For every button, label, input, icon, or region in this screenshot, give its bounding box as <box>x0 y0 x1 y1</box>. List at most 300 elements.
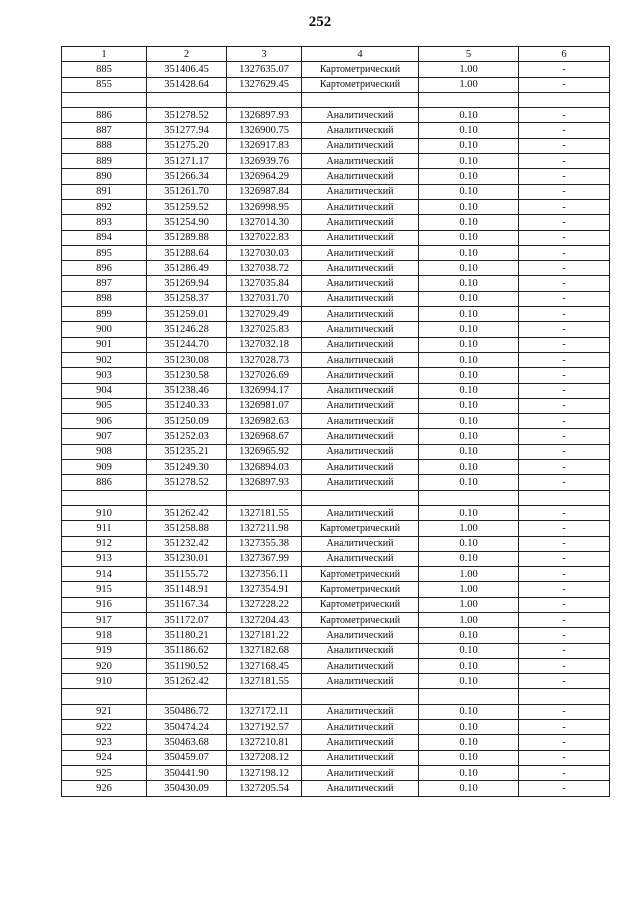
accuracy-cell: 0.10 <box>419 337 519 352</box>
x-coordinate-cell: 351186.62 <box>147 643 227 658</box>
method-cell: Аналитический <box>302 184 419 199</box>
table-row <box>62 628 610 643</box>
x-coordinate-cell: 351155.72 <box>147 567 227 582</box>
y-coordinate-cell: 1327028.73 <box>227 352 302 367</box>
note-cell: - <box>519 184 610 199</box>
accuracy-cell: 0.10 <box>419 383 519 398</box>
accuracy-cell: 0.10 <box>419 154 519 169</box>
method-cell: Аналитический <box>302 322 419 337</box>
note-cell: - <box>519 658 610 673</box>
method-cell: Аналитический <box>302 169 419 184</box>
y-coordinate-cell: 1327181.55 <box>227 674 302 689</box>
note-cell: - <box>519 138 610 153</box>
point-number-cell: 916 <box>62 597 147 612</box>
y-coordinate-cell: 1327032.18 <box>227 337 302 352</box>
accuracy-cell: 0.10 <box>419 674 519 689</box>
note-cell <box>519 490 610 505</box>
y-coordinate-cell: 1326897.93 <box>227 108 302 123</box>
point-number-cell: 926 <box>62 781 147 796</box>
accuracy-cell: 1.00 <box>419 62 519 77</box>
y-coordinate-cell <box>227 689 302 704</box>
method-cell: Аналитический <box>302 337 419 352</box>
x-coordinate-cell: 351258.88 <box>147 521 227 536</box>
x-coordinate-cell <box>147 92 227 107</box>
note-cell <box>519 689 610 704</box>
table-row <box>62 92 610 107</box>
point-number-cell: 892 <box>62 199 147 214</box>
point-number-cell: 887 <box>62 123 147 138</box>
x-coordinate-cell: 351278.52 <box>147 475 227 490</box>
note-cell: - <box>519 383 610 398</box>
note-cell: - <box>519 368 610 383</box>
x-coordinate-cell: 351250.09 <box>147 414 227 429</box>
y-coordinate-cell: 1327367.99 <box>227 551 302 566</box>
accuracy-cell: 0.10 <box>419 750 519 765</box>
table-row <box>62 567 610 582</box>
method-cell: Аналитический <box>302 628 419 643</box>
note-cell: - <box>519 444 610 459</box>
table-row <box>62 77 610 92</box>
table-header-row <box>62 47 610 62</box>
accuracy-cell: 1.00 <box>419 567 519 582</box>
x-coordinate-cell: 351230.01 <box>147 551 227 566</box>
method-cell: Аналитический <box>302 551 419 566</box>
x-coordinate-cell: 351258.37 <box>147 291 227 306</box>
method-cell: Картометрический <box>302 567 419 582</box>
accuracy-cell <box>419 92 519 107</box>
table-row <box>62 414 610 429</box>
y-coordinate-cell: 1327022.83 <box>227 230 302 245</box>
y-coordinate-cell: 1327014.30 <box>227 215 302 230</box>
table-row <box>62 108 610 123</box>
accuracy-cell: 0.10 <box>419 108 519 123</box>
accuracy-cell: 0.10 <box>419 460 519 475</box>
note-cell: - <box>519 123 610 138</box>
y-coordinate-cell: 1326968.67 <box>227 429 302 444</box>
accuracy-cell: 0.10 <box>419 184 519 199</box>
table-row <box>62 352 610 367</box>
method-cell <box>302 92 419 107</box>
table-row <box>62 230 610 245</box>
note-cell: - <box>519 536 610 551</box>
x-coordinate-cell: 351180.21 <box>147 628 227 643</box>
point-number-cell <box>62 689 147 704</box>
y-coordinate-cell: 1327204.43 <box>227 612 302 627</box>
table-row <box>62 291 610 306</box>
note-cell: - <box>519 62 610 77</box>
x-coordinate-cell: 351240.33 <box>147 398 227 413</box>
note-cell: - <box>519 597 610 612</box>
table-row <box>62 62 610 77</box>
x-coordinate-cell: 350459.07 <box>147 750 227 765</box>
method-cell: Аналитический <box>302 658 419 673</box>
column-header: 5 <box>419 47 519 62</box>
y-coordinate-cell: 1326982.63 <box>227 414 302 429</box>
method-cell: Аналитический <box>302 720 419 735</box>
y-coordinate-cell: 1327035.84 <box>227 276 302 291</box>
point-number-cell: 894 <box>62 230 147 245</box>
point-number-cell: 855 <box>62 77 147 92</box>
x-coordinate-cell: 351172.07 <box>147 612 227 627</box>
table-row <box>62 735 610 750</box>
table-body <box>62 62 610 796</box>
y-coordinate-cell: 1327211.98 <box>227 521 302 536</box>
point-number-cell: 897 <box>62 276 147 291</box>
x-coordinate-cell: 351277.94 <box>147 123 227 138</box>
accuracy-cell: 0.10 <box>419 352 519 367</box>
table-row <box>62 429 610 444</box>
x-coordinate-cell: 351249.30 <box>147 460 227 475</box>
y-coordinate-cell: 1326917.83 <box>227 138 302 153</box>
y-coordinate-cell: 1327030.03 <box>227 245 302 260</box>
table-row <box>62 536 610 551</box>
x-coordinate-cell: 350441.90 <box>147 765 227 780</box>
table-row <box>62 276 610 291</box>
method-cell: Картометрический <box>302 62 419 77</box>
table-row <box>62 215 610 230</box>
note-cell: - <box>519 414 610 429</box>
accuracy-cell: 1.00 <box>419 77 519 92</box>
y-coordinate-cell: 1327168.45 <box>227 658 302 673</box>
point-number-cell: 925 <box>62 765 147 780</box>
accuracy-cell <box>419 689 519 704</box>
note-cell: - <box>519 108 610 123</box>
x-coordinate-cell: 350463.68 <box>147 735 227 750</box>
table-row <box>62 460 610 475</box>
x-coordinate-cell: 351266.34 <box>147 169 227 184</box>
note-cell: - <box>519 199 610 214</box>
accuracy-cell: 0.10 <box>419 261 519 276</box>
table-row <box>62 199 610 214</box>
point-number-cell: 924 <box>62 750 147 765</box>
x-coordinate-cell: 351262.42 <box>147 674 227 689</box>
accuracy-cell: 0.10 <box>419 276 519 291</box>
table-row <box>62 781 610 796</box>
method-cell: Аналитический <box>302 475 419 490</box>
x-coordinate-cell: 351244.70 <box>147 337 227 352</box>
table-row <box>62 704 610 719</box>
x-coordinate-cell: 351262.42 <box>147 505 227 520</box>
accuracy-cell: 0.10 <box>419 307 519 322</box>
accuracy-cell: 1.00 <box>419 521 519 536</box>
note-cell: - <box>519 230 610 245</box>
method-cell: Аналитический <box>302 352 419 367</box>
table-row <box>62 138 610 153</box>
method-cell: Аналитический <box>302 429 419 444</box>
note-cell: - <box>519 276 610 291</box>
x-coordinate-cell: 351259.52 <box>147 199 227 214</box>
x-coordinate-cell <box>147 689 227 704</box>
coordinates-table <box>61 46 610 797</box>
y-coordinate-cell: 1326981.07 <box>227 398 302 413</box>
table-row <box>62 337 610 352</box>
x-coordinate-cell: 351278.52 <box>147 108 227 123</box>
table-row <box>62 123 610 138</box>
x-coordinate-cell: 350474.24 <box>147 720 227 735</box>
table-row <box>62 322 610 337</box>
method-cell: Аналитический <box>302 368 419 383</box>
table-row <box>62 521 610 536</box>
x-coordinate-cell: 351230.08 <box>147 352 227 367</box>
point-number-cell: 923 <box>62 735 147 750</box>
column-header: 6 <box>519 47 610 62</box>
point-number-cell: 911 <box>62 521 147 536</box>
point-number-cell: 917 <box>62 612 147 627</box>
y-coordinate-cell: 1326894.03 <box>227 460 302 475</box>
accuracy-cell: 0.10 <box>419 123 519 138</box>
table-row <box>62 368 610 383</box>
table-row <box>62 444 610 459</box>
point-number-cell: 890 <box>62 169 147 184</box>
y-coordinate-cell: 1327629.45 <box>227 77 302 92</box>
method-cell: Аналитический <box>302 108 419 123</box>
x-coordinate-cell: 351288.64 <box>147 245 227 260</box>
accuracy-cell: 0.10 <box>419 720 519 735</box>
y-coordinate-cell: 1326939.76 <box>227 154 302 169</box>
y-coordinate-cell: 1327210.81 <box>227 735 302 750</box>
accuracy-cell: 0.10 <box>419 475 519 490</box>
accuracy-cell: 0.10 <box>419 444 519 459</box>
y-coordinate-cell: 1327635.07 <box>227 62 302 77</box>
method-cell: Аналитический <box>302 291 419 306</box>
accuracy-cell: 0.10 <box>419 735 519 750</box>
accuracy-cell: 0.10 <box>419 199 519 214</box>
y-coordinate-cell: 1327172.11 <box>227 704 302 719</box>
method-cell: Аналитический <box>302 215 419 230</box>
note-cell: - <box>519 322 610 337</box>
method-cell <box>302 490 419 505</box>
accuracy-cell: 0.10 <box>419 245 519 260</box>
table-row <box>62 245 610 260</box>
note-cell: - <box>519 781 610 796</box>
accuracy-cell: 0.10 <box>419 704 519 719</box>
y-coordinate-cell: 1327198.12 <box>227 765 302 780</box>
y-coordinate-cell: 1327208.12 <box>227 750 302 765</box>
y-coordinate-cell: 1327026.69 <box>227 368 302 383</box>
point-number-cell: 910 <box>62 505 147 520</box>
accuracy-cell: 1.00 <box>419 597 519 612</box>
point-number-cell: 888 <box>62 138 147 153</box>
table-row <box>62 582 610 597</box>
x-coordinate-cell <box>147 490 227 505</box>
method-cell: Аналитический <box>302 245 419 260</box>
x-coordinate-cell: 351261.70 <box>147 184 227 199</box>
point-number-cell: 885 <box>62 62 147 77</box>
note-cell: - <box>519 429 610 444</box>
method-cell: Аналитический <box>302 230 419 245</box>
accuracy-cell: 0.10 <box>419 643 519 658</box>
point-number-cell: 904 <box>62 383 147 398</box>
method-cell: Картометрический <box>302 77 419 92</box>
method-cell: Аналитический <box>302 536 419 551</box>
x-coordinate-cell: 351289.88 <box>147 230 227 245</box>
note-cell: - <box>519 352 610 367</box>
note-cell: - <box>519 643 610 658</box>
point-number-cell: 893 <box>62 215 147 230</box>
note-cell: - <box>519 567 610 582</box>
accuracy-cell: 0.10 <box>419 628 519 643</box>
x-coordinate-cell: 351235.21 <box>147 444 227 459</box>
accuracy-cell: 0.10 <box>419 781 519 796</box>
note-cell: - <box>519 551 610 566</box>
note-cell: - <box>519 77 610 92</box>
point-number-cell: 906 <box>62 414 147 429</box>
table-row <box>62 674 610 689</box>
point-number-cell: 889 <box>62 154 147 169</box>
accuracy-cell: 1.00 <box>419 582 519 597</box>
point-number-cell: 913 <box>62 551 147 566</box>
point-number-cell: 902 <box>62 352 147 367</box>
point-number-cell: 901 <box>62 337 147 352</box>
x-coordinate-cell: 351271.17 <box>147 154 227 169</box>
note-cell: - <box>519 628 610 643</box>
point-number-cell: 908 <box>62 444 147 459</box>
table-row <box>62 398 610 413</box>
column-header: 4 <box>302 47 419 62</box>
y-coordinate-cell: 1326965.92 <box>227 444 302 459</box>
accuracy-cell: 0.10 <box>419 138 519 153</box>
x-coordinate-cell: 351259.01 <box>147 307 227 322</box>
method-cell: Аналитический <box>302 383 419 398</box>
column-header: 2 <box>147 47 227 62</box>
note-cell: - <box>519 398 610 413</box>
method-cell: Аналитический <box>302 643 419 658</box>
table-row <box>62 689 610 704</box>
y-coordinate-cell: 1326964.29 <box>227 169 302 184</box>
accuracy-cell <box>419 490 519 505</box>
y-coordinate-cell: 1327181.22 <box>227 628 302 643</box>
accuracy-cell: 0.10 <box>419 551 519 566</box>
note-cell: - <box>519 521 610 536</box>
note-cell: - <box>519 245 610 260</box>
point-number-cell: 921 <box>62 704 147 719</box>
note-cell: - <box>519 704 610 719</box>
accuracy-cell: 0.10 <box>419 414 519 429</box>
y-coordinate-cell: 1327356.11 <box>227 567 302 582</box>
note-cell: - <box>519 307 610 322</box>
x-coordinate-cell: 351428.64 <box>147 77 227 92</box>
accuracy-cell: 0.10 <box>419 765 519 780</box>
page-number: 252 <box>308 14 332 30</box>
table-row <box>62 475 610 490</box>
x-coordinate-cell: 351269.94 <box>147 276 227 291</box>
method-cell: Аналитический <box>302 505 419 520</box>
accuracy-cell: 0.10 <box>419 398 519 413</box>
point-number-cell: 896 <box>62 261 147 276</box>
point-number-cell: 910 <box>62 674 147 689</box>
note-cell: - <box>519 291 610 306</box>
accuracy-cell: 1.00 <box>419 612 519 627</box>
x-coordinate-cell: 350430.09 <box>147 781 227 796</box>
y-coordinate-cell: 1326998.95 <box>227 199 302 214</box>
table-row <box>62 505 610 520</box>
method-cell: Аналитический <box>302 750 419 765</box>
accuracy-cell: 0.10 <box>419 536 519 551</box>
point-number-cell <box>62 490 147 505</box>
x-coordinate-cell: 351406.45 <box>147 62 227 77</box>
note-cell: - <box>519 337 610 352</box>
y-coordinate-cell: 1327355.38 <box>227 536 302 551</box>
y-coordinate-cell: 1326994.17 <box>227 383 302 398</box>
point-number-cell: 922 <box>62 720 147 735</box>
point-number-cell: 907 <box>62 429 147 444</box>
y-coordinate-cell: 1327031.70 <box>227 291 302 306</box>
method-cell: Аналитический <box>302 199 419 214</box>
point-number-cell <box>62 92 147 107</box>
x-coordinate-cell: 351190.52 <box>147 658 227 673</box>
method-cell: Аналитический <box>302 735 419 750</box>
point-number-cell: 891 <box>62 184 147 199</box>
note-cell: - <box>519 582 610 597</box>
accuracy-cell: 0.10 <box>419 215 519 230</box>
note-cell: - <box>519 505 610 520</box>
y-coordinate-cell: 1327181.55 <box>227 505 302 520</box>
table-row <box>62 658 610 673</box>
x-coordinate-cell: 351148.91 <box>147 582 227 597</box>
point-number-cell: 912 <box>62 536 147 551</box>
note-cell: - <box>519 720 610 735</box>
x-coordinate-cell: 351167.34 <box>147 597 227 612</box>
note-cell: - <box>519 735 610 750</box>
note-cell: - <box>519 765 610 780</box>
table-row <box>62 720 610 735</box>
table-row <box>62 765 610 780</box>
accuracy-cell: 0.10 <box>419 368 519 383</box>
column-header: 1 <box>62 47 147 62</box>
table-row <box>62 169 610 184</box>
point-number-cell: 919 <box>62 643 147 658</box>
y-coordinate-cell: 1327205.54 <box>227 781 302 796</box>
table-row <box>62 307 610 322</box>
y-coordinate-cell: 1326897.93 <box>227 475 302 490</box>
note-cell: - <box>519 674 610 689</box>
table-row <box>62 184 610 199</box>
method-cell: Аналитический <box>302 123 419 138</box>
method-cell: Аналитический <box>302 460 419 475</box>
method-cell: Аналитический <box>302 704 419 719</box>
table-row <box>62 551 610 566</box>
point-number-cell: 915 <box>62 582 147 597</box>
y-coordinate-cell: 1327182.68 <box>227 643 302 658</box>
y-coordinate-cell: 1327192.57 <box>227 720 302 735</box>
x-coordinate-cell: 351252.03 <box>147 429 227 444</box>
note-cell: - <box>519 154 610 169</box>
accuracy-cell: 0.10 <box>419 429 519 444</box>
y-coordinate-cell <box>227 92 302 107</box>
note-cell: - <box>519 460 610 475</box>
y-coordinate-cell: 1327038.72 <box>227 261 302 276</box>
method-cell: Аналитический <box>302 765 419 780</box>
point-number-cell: 895 <box>62 245 147 260</box>
accuracy-cell: 0.10 <box>419 322 519 337</box>
method-cell: Аналитический <box>302 398 419 413</box>
x-coordinate-cell: 351275.20 <box>147 138 227 153</box>
table-row <box>62 597 610 612</box>
x-coordinate-cell: 351238.46 <box>147 383 227 398</box>
y-coordinate-cell: 1327025.83 <box>227 322 302 337</box>
note-cell: - <box>519 612 610 627</box>
point-number-cell: 903 <box>62 368 147 383</box>
method-cell: Картометрический <box>302 521 419 536</box>
x-coordinate-cell: 350486.72 <box>147 704 227 719</box>
y-coordinate-cell: 1326987.84 <box>227 184 302 199</box>
point-number-cell: 905 <box>62 398 147 413</box>
note-cell: - <box>519 475 610 490</box>
method-cell: Картометрический <box>302 612 419 627</box>
method-cell: Аналитический <box>302 307 419 322</box>
method-cell: Аналитический <box>302 276 419 291</box>
y-coordinate-cell: 1327354.91 <box>227 582 302 597</box>
